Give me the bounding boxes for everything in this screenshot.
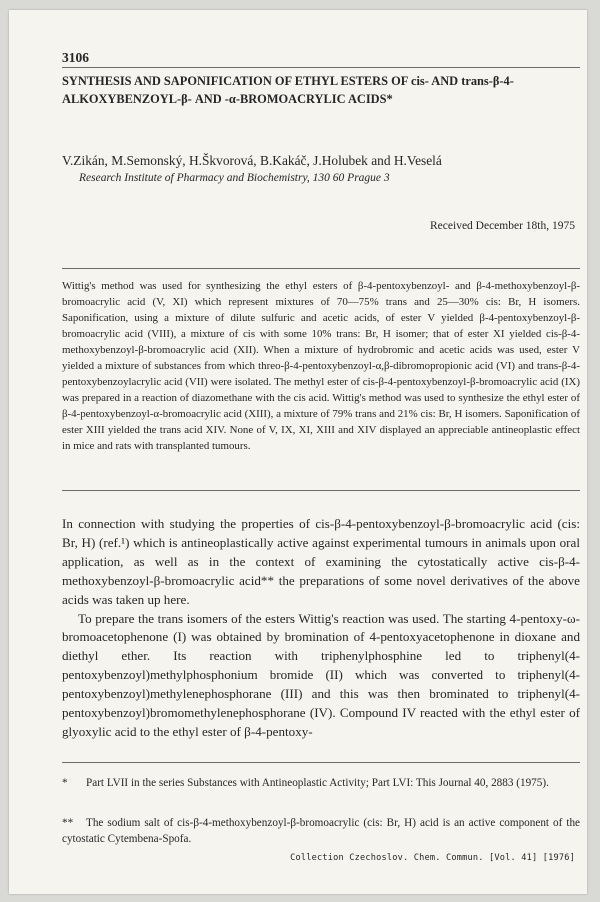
footnote-1-text: Part LVII in the series Substances with Antineoplastic Activity; Part LVI: This Journal 40, 2883 (1975). [86,777,549,789]
footnote-2-mark: ** [62,817,74,829]
footnote-rule [62,762,580,763]
author-list: V.Zikán, M.Semonský, H.Škvorová, B.Kakáč, J.Holubek and H.Veselá [62,153,442,168]
abstract: Wittig's method was used for synthesizing the ethyl esters of β-4-pentoxybenzoyl- and β-4-methoxybenzoyl-β-bromoacrylic acid (V, XI) which represent mixtures of 70—75% trans and 25—30% cis: Br, H isomers. Saponification, using a mixture of dilute sulfuric and acetic acids, of ester V yielded β-4-pentoxybenzoyl-β-bromoacrylic acid (VIII), a mixture of cis with some 10% trans: Br, H isomer; that of ester XI yielded cis-β-4-methoxybenzoyl-β-bromoacrylic acid (XII). When a mixture of hydrobromic and acetic acids was used, ester V yielded a mixture of substances from which threo-β-4-pentoxybenzoyl-α,β-dibromopropionic acid (VI) and trans-β-4-pentoxybenzoylacrylic acid (VII) were isolated. The methyl ester of cis-β-4-pentoxybenzoyl-β-bromoacrylic acid (IX) was prepared in a reaction of diazomethane with the cis acid. Wittig's method was used to synthesize the ethyl ester of β-4-pentoxybenzoyl-α-bromoacrylic acid (XIII), a mixture of 79% trans and 21% cis: Br, H isomers. Saponification of ester XIII yielded the trans acid XIV. None of V, IX, XI, XIII and XIV displayed an appreciable antineoplastic effect in mice and rats with transplanted tumours. [62,280,580,452]
affiliation: Research Institute of Pharmacy and Biochemistry, 130 60 Prague 3 [79,172,390,184]
footnote-2 [62,815,580,847]
footnote-2-text: The sodium salt of cis-β-4-methoxybenzoyl-β-bromoacrylic (cis: Br, H) acid is an active component of the cytostatic Cytembena-Spofa. [62,817,580,845]
received-date: Received December 18th, 1975 [430,220,575,232]
body-paragraph-1: In connection with studying the properties of cis-β-4-pentoxybenzoyl-β-bromoacrylic acid (cis: Br, H) (ref.¹) which is antineoplastically active against experimental tumours in animals upon oral application, as well as in the context of examining the cytostatically active cis-β-4-methoxybenzoyl-β-bromoacrylic acid** the preparations of some novel derivatives of the above acids was taken up here. [62,516,580,607]
journal-footer: Collection Czechoslov. Chem. Commun. [Vol. 41] [1976] [290,853,575,863]
footnote-1 [62,775,580,791]
footnote-1-mark: * [62,777,68,789]
body-paragraph-2: To prepare the trans isomers of the esters Wittig's reaction was used. The starting 4-pentoxy-ω-bromoacetophenone (I) was obtained by bromination of 4-pentoxyacetophenone in dioxane and diethyl ether. Its reaction with triphenylphosphine led to triphenyl(4-pentoxybenzoyl)methylphosphonium bromide (II) which was converted to triphenyl(4-pentoxybenzoyl)methylenephosphorane (III) and this was then brominated to triphenyl(4-pentoxybenzoyl)bromomethylenephosphorane (IV). Compound IV reacted with the ethyl ester of glyoxylic acid to the ethyl ester of β-4-pentoxy- [62,610,580,739]
abstract-top-rule [62,268,580,269]
abstract-bottom-rule [62,490,580,491]
page-number: 3106 [62,50,89,65]
body-text [62,515,580,742]
header-rule [62,67,580,68]
journal-page [9,10,587,894]
article-title: SYNTHESIS AND SAPONIFICATION OF ETHYL ESTERS OF cis- AND trans-β-4-ALKOXYBENZOYL-β- AND -α-BROMOACRYLIC ACIDS* [62,74,514,106]
